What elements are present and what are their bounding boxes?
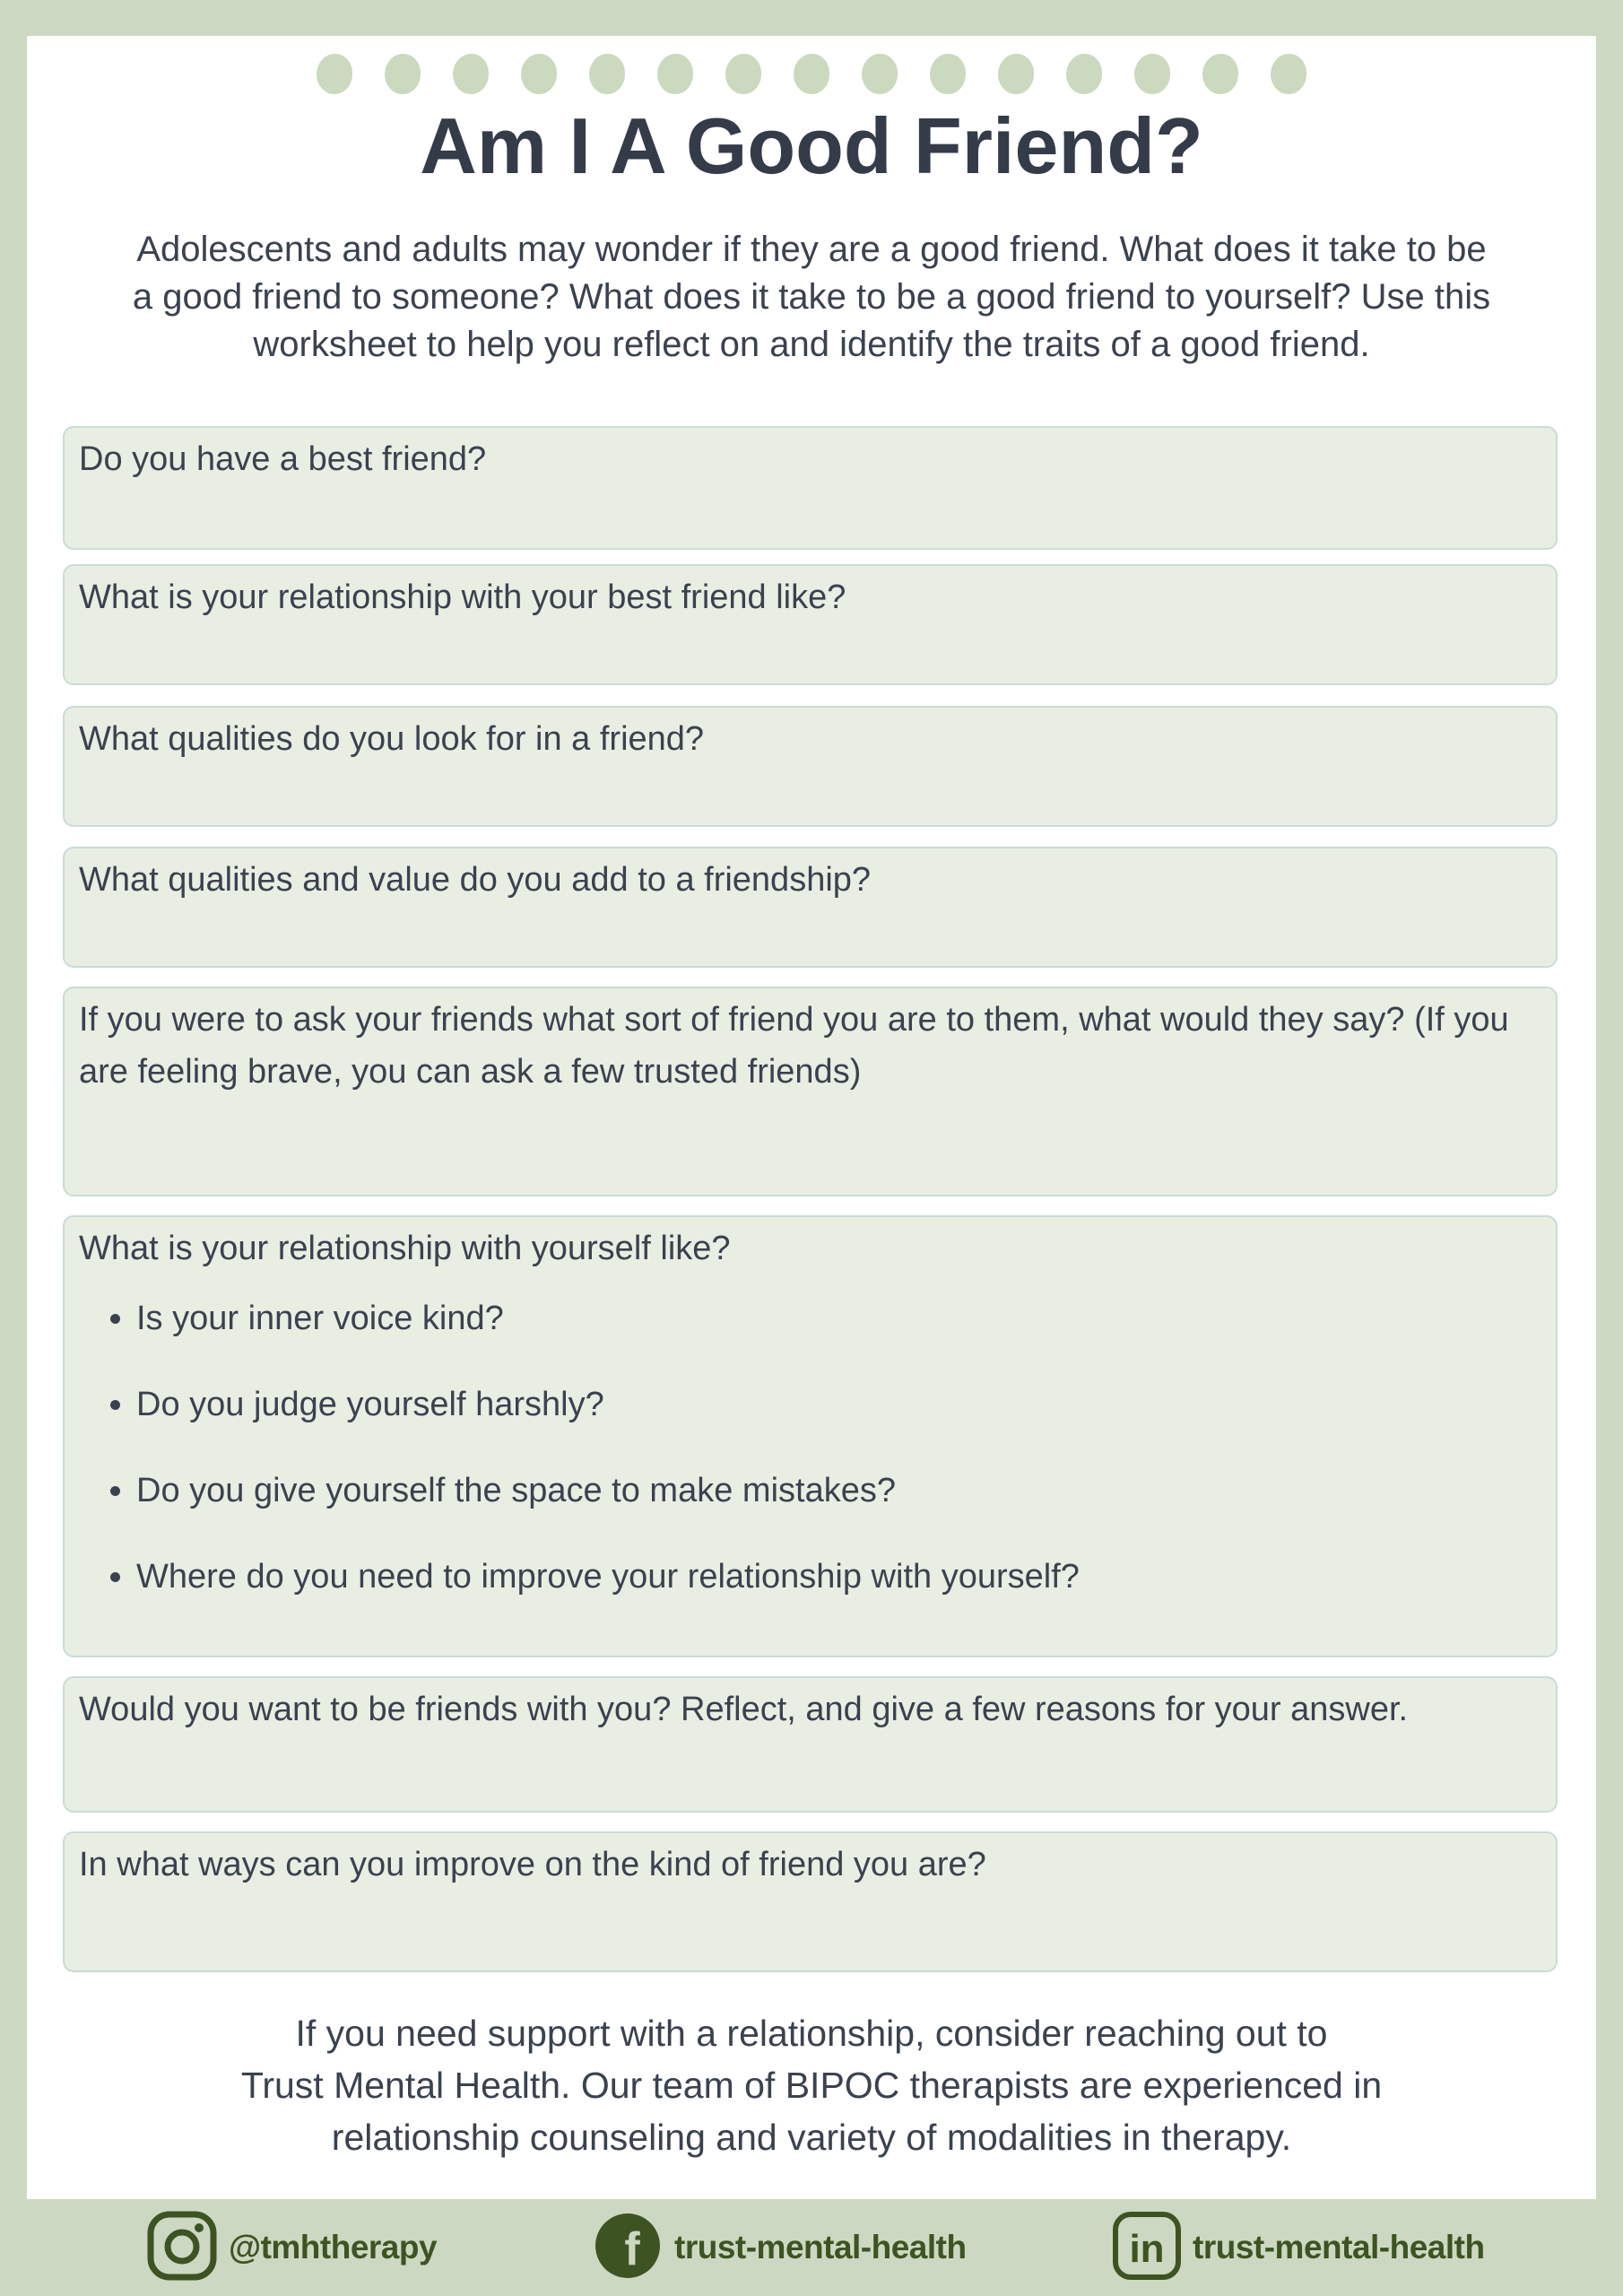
question-text: Do you have a best friend?	[79, 440, 487, 478]
dot	[521, 54, 557, 94]
linkedin-link[interactable]	[1112, 2199, 1485, 2296]
answer-box-7	[63, 1676, 1558, 1813]
dot	[1202, 54, 1238, 94]
dot	[1134, 54, 1170, 94]
footer-bar	[0, 2199, 1623, 2296]
dot	[794, 54, 829, 94]
bullet-item: • Do you judge yourself harshly?	[136, 1378, 1541, 1431]
bullet-item: • Where do you need to improve your relationship with yourself?	[136, 1551, 1541, 1603]
intro-line: a good friend to someone? What does it take to be a good friend to yourself? Use this	[132, 277, 1491, 317]
facebook-link[interactable]	[595, 2199, 967, 2296]
instagram-link[interactable]	[146, 2199, 437, 2296]
answer-box-6	[63, 1215, 1558, 1657]
dot	[589, 54, 625, 94]
content-area	[27, 36, 1596, 2199]
dot	[725, 54, 761, 94]
closing-line: Trust Mental Health. Our team of BIPOC therapists are experienced in	[240, 2065, 1383, 2106]
svg-text:f: f	[624, 2222, 640, 2275]
closing-line: If you need support with a relationship, consider reaching out to	[295, 2013, 1328, 2054]
answer-box-8	[63, 1831, 1558, 1972]
dot	[1066, 54, 1102, 94]
closing-paragraph	[27, 2007, 1596, 2163]
question-text: What qualities and value do you add to a friendship?	[79, 861, 872, 899]
question-text: What is your relationship with yourself like?	[79, 1230, 731, 1267]
bullet-item: • Is your inner voice kind?	[136, 1292, 1541, 1344]
facebook-handle: trust-mental-health	[674, 2229, 967, 2266]
instagram-handle: @tmhtherapy	[229, 2229, 438, 2266]
answer-box-1	[63, 426, 1558, 550]
linkedin-icon	[1112, 2211, 1182, 2285]
dot	[657, 54, 693, 94]
svg-text:in: in	[1129, 2226, 1165, 2271]
intro-line: worksheet to help you reflect on and identify the traits of a good friend.	[253, 325, 1370, 364]
question-text: What is your relationship with your best friend like?	[79, 578, 846, 616]
dot	[998, 54, 1034, 94]
question-text: What qualities do you look for in a friend?	[79, 720, 705, 758]
dot	[862, 54, 898, 94]
dot	[1271, 54, 1306, 94]
sub-question-list	[79, 1292, 1541, 1603]
bullet-item: • Do you give yourself the space to make mistakes?	[136, 1465, 1541, 1517]
closing-line: relationship counseling and variety of modalities in therapy.	[331, 2117, 1292, 2158]
dot	[317, 54, 352, 94]
facebook-icon	[595, 2213, 661, 2283]
question-text: Would you want to be friends with you? Reflect, and give a few reasons for your answer.	[79, 1691, 1409, 1728]
page-title: Am I A Good Friend?	[420, 101, 1203, 190]
dot	[385, 54, 421, 94]
dot	[930, 54, 966, 94]
instagram-icon	[146, 2210, 218, 2286]
answer-box-3	[63, 706, 1558, 827]
dots-decoration	[27, 54, 1596, 94]
answer-box-4	[63, 847, 1558, 968]
intro-paragraph	[67, 226, 1556, 369]
intro-line: Adolescents and adults may wonder if they are a good friend. What does it take to be	[136, 230, 1487, 269]
answer-box-5	[63, 987, 1558, 1196]
dot	[453, 54, 489, 94]
linkedin-handle: trust-mental-health	[1193, 2229, 1485, 2266]
question-text: In what ways can you improve on the kind of friend you are?	[79, 1846, 986, 1883]
answer-box-2	[63, 564, 1558, 685]
question-text: If you were to ask your friends what sort of friend you are to them, what would they say? (If you are feeling brave, you can ask a few trusted friends)	[79, 1001, 1509, 1091]
